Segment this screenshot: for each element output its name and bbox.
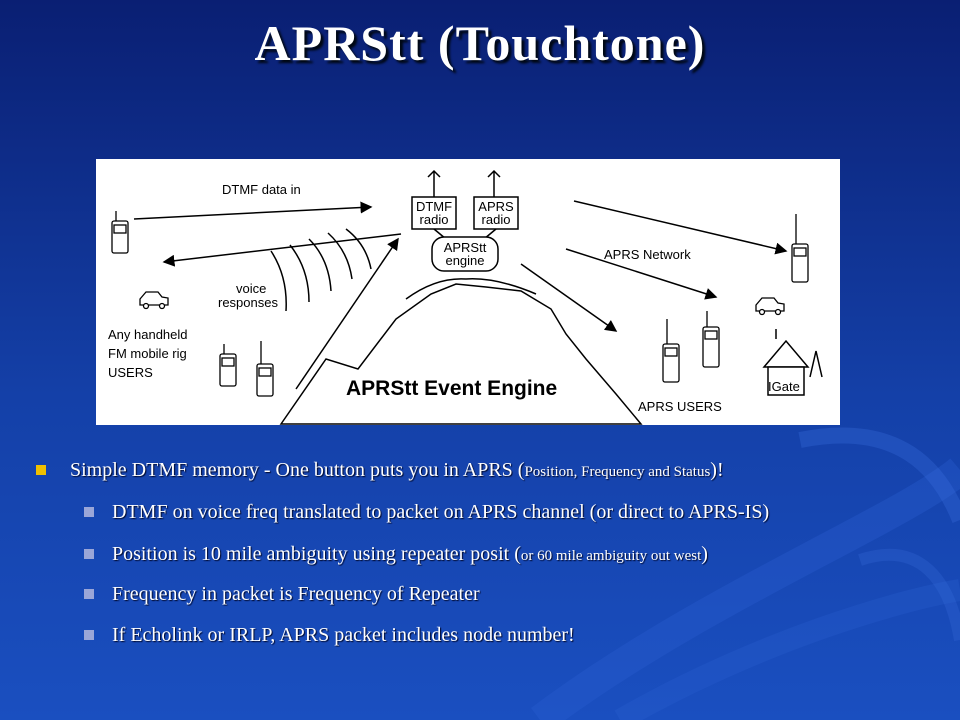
arrow-dtmf-in	[134, 207, 371, 219]
engine-label-2: engine	[445, 253, 485, 268]
bullet-square-icon	[84, 549, 94, 559]
aprs-radio-label-2: radio	[481, 212, 511, 227]
dtmf-data-in-label: DTMF data in	[222, 182, 301, 197]
aprs-network-label: APRS Network	[604, 247, 691, 262]
aprstt-diagram	[96, 159, 840, 425]
dtmf-radio-label-2: radio	[419, 212, 449, 227]
slide-title: APRStt (Touchtone)	[254, 15, 706, 71]
dtmf-radio-label: DTMF	[415, 199, 453, 214]
diagram-svg	[96, 159, 840, 425]
responses-label: responses	[218, 295, 278, 310]
bullet-square-icon	[84, 630, 94, 640]
antenna-icon	[428, 171, 500, 197]
aprs-radio-label: APRS	[478, 199, 514, 214]
arrow-network-1	[574, 201, 786, 251]
voice-waves-icon	[271, 229, 371, 311]
users-label-3: USERS	[108, 365, 153, 380]
bullet-main-text: Simple DTMF memory - One button puts you in APRS (Position, Frequency and Status)!	[70, 459, 724, 481]
igate-label: IGate	[768, 379, 800, 394]
event-engine-label: APRStt Event Engine	[346, 377, 558, 400]
arrow-voice-out	[164, 234, 401, 262]
bullet-square-icon	[84, 589, 94, 599]
users-label-1: Any handheld	[108, 327, 188, 342]
bullet-square-icon	[84, 507, 94, 517]
aprs-users-label: APRS USERS	[638, 399, 722, 414]
users-label-2: FM mobile rig	[108, 346, 187, 361]
bullet-square-icon	[36, 465, 46, 475]
engine-label: APRStt	[443, 240, 487, 255]
voice-label: voice	[236, 281, 267, 296]
